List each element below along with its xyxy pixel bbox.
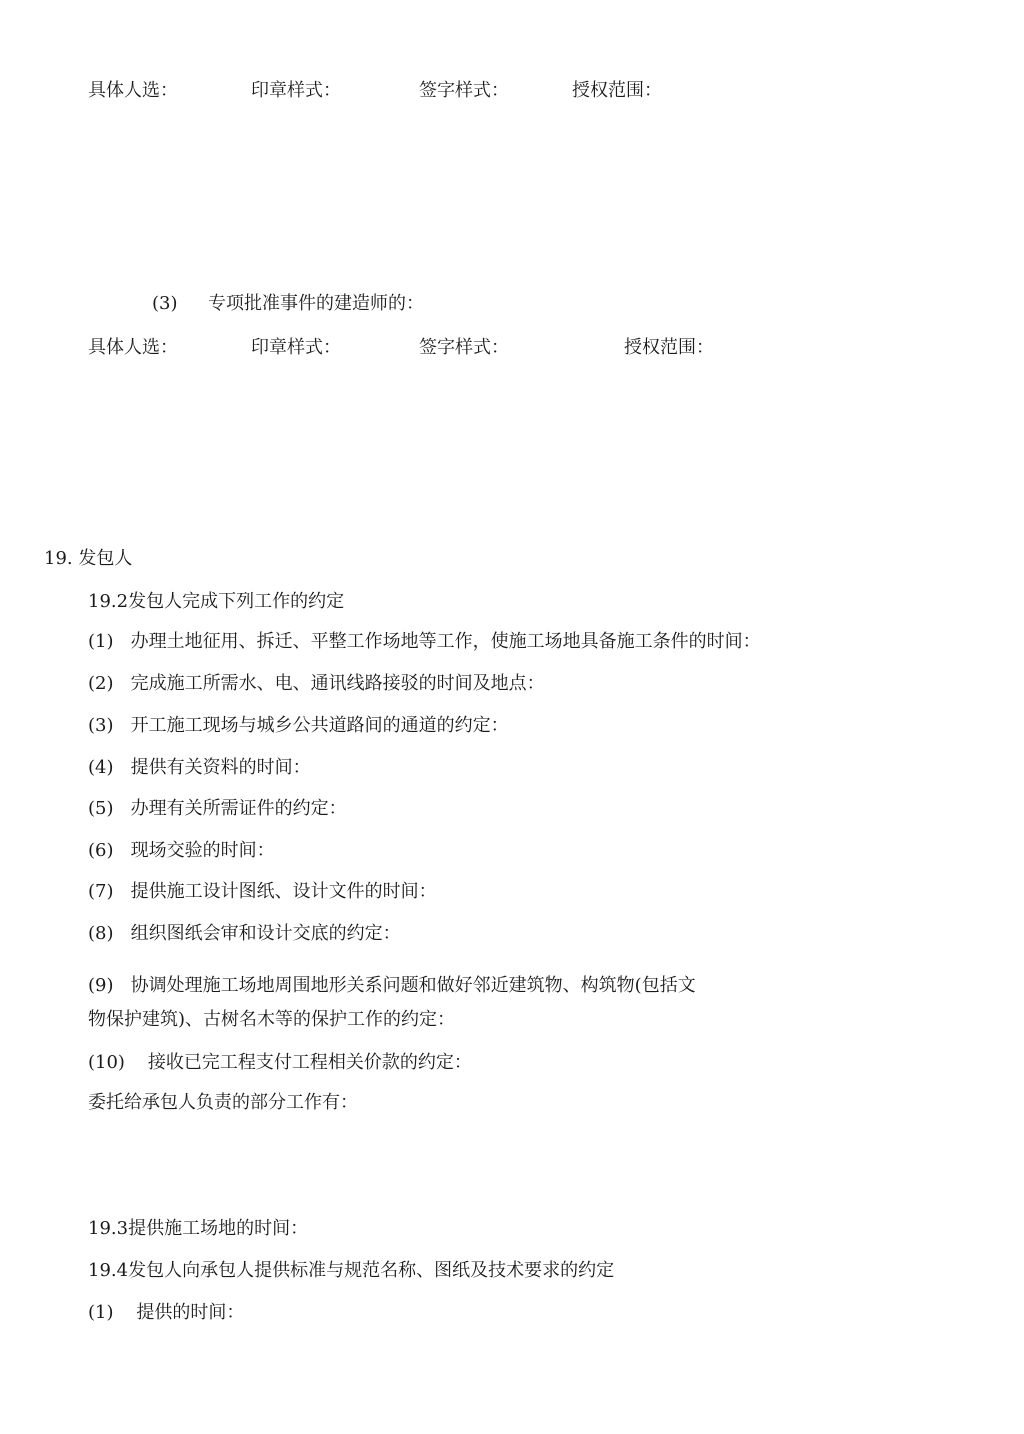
item-text: 协调处理施工场地周围地形关系问题和做好邻近建筑物、构筑物(包括文 (130, 975, 696, 996)
field-personnel-label: 具体人选： (88, 337, 178, 358)
item-number: (5) (88, 798, 114, 819)
list-item (88, 922, 401, 946)
list-item (88, 1051, 472, 1075)
item-text: 组织图纸会审和设计交底的约定： (130, 923, 401, 944)
item-number: (3) (152, 293, 178, 314)
list-item (88, 1301, 244, 1325)
field-scope-label: 授权范围： (624, 337, 714, 358)
item-number: (1) (88, 631, 114, 652)
list-item (88, 974, 696, 998)
subsection-19-2-heading: 19.2发包人完成下列工作的约定 (88, 591, 345, 612)
list-item (88, 714, 509, 738)
item-number: (7) (88, 881, 114, 902)
item-text: 接收已完工程支付工程相关价款的约定： (147, 1052, 472, 1073)
field-scope-label: 授权范围： (572, 80, 662, 101)
item-text: 专项批准事件的建造师的： (208, 293, 424, 314)
field-personnel-label: 具体人选： (88, 80, 178, 101)
list-item (88, 756, 311, 780)
list-item (88, 630, 761, 654)
subsection-19-4-heading: 19.4发包人向承包人提供标准与规范名称、图纸及技术要求的约定 (88, 1260, 615, 1281)
list-item (88, 839, 275, 863)
item-text: 完成施工所需水、电、通讯线路接驳的时间及地点： (130, 673, 545, 694)
item-text: 办理有关所需证件的约定： (130, 798, 347, 819)
item-text: 办理土地征用、拆迁、平整工作场地等工作，使施工场地具备施工条件的时间： (130, 631, 761, 652)
item-number: (1) (88, 1302, 114, 1323)
item-number: (8) (88, 923, 114, 944)
field-signature-label: 签字样式： (419, 80, 509, 101)
item-number: (4) (88, 757, 114, 778)
list-item-continuation: 物保护建筑)、古树名木等的保护工作的约定： (88, 1009, 456, 1030)
list-item (88, 880, 437, 904)
field-signature-label: 签字样式： (419, 337, 509, 358)
field-seal-label: 印章样式： (251, 337, 341, 358)
item-number: (6) (88, 840, 114, 861)
item-text: 提供有关资料的时间： (130, 757, 311, 778)
list-item (88, 797, 347, 821)
item-text: 提供的时间： (136, 1302, 245, 1323)
item-text: 现场交验的时间： (130, 840, 275, 861)
item-number: (9) (88, 975, 114, 996)
item-number: (3) (88, 715, 114, 736)
item-text: 开工施工现场与城乡公共道路间的通道的约定： (130, 715, 509, 736)
list-item (88, 672, 545, 696)
item-number: (10) (88, 1052, 125, 1073)
item-number: (2) (88, 673, 114, 694)
section-heading: 19. 发包人 (44, 548, 133, 569)
item-text: 提供施工设计图纸、设计文件的时间： (130, 881, 437, 902)
subsection-19-3-heading: 19.3提供施工场地的时间： (88, 1218, 309, 1239)
field-seal-label: 印章样式： (251, 80, 341, 101)
delegated-work-label: 委托给承包人负责的部分工作有： (88, 1092, 358, 1113)
